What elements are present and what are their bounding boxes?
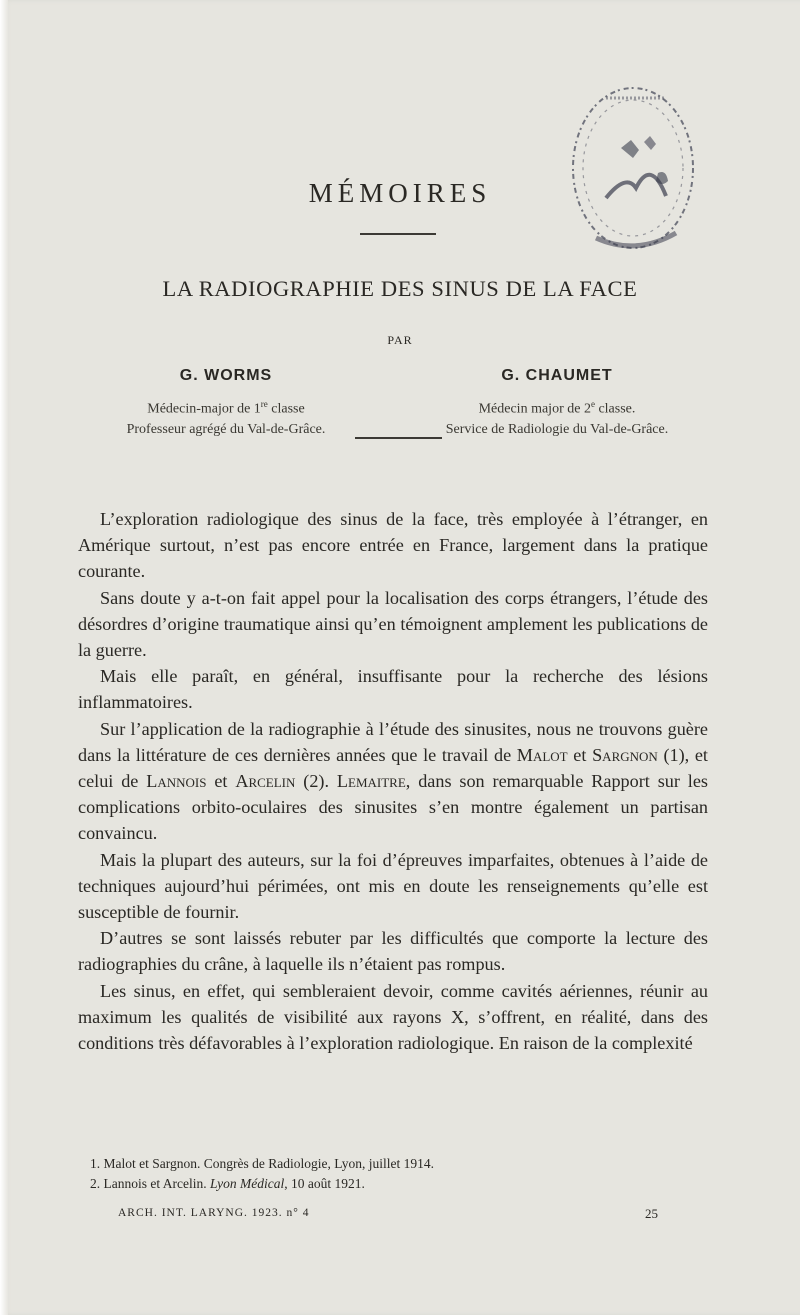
paragraph: Sur l’application de la radiographie à l’étude des sinusites, nous ne trouvons guère dans la littérature de ces dernières années que le travail de Malot et Sargnon (1), et celui de Lannois et Arcelin (2). Lemaitre, dans son remarquable Rapport sur les complications orbito-oculaires des sinusites s’en montre également un partisan convaincu. xyxy=(78,718,708,844)
author-ref: Lemaitre xyxy=(336,771,406,792)
article-body xyxy=(78,506,708,1056)
author-chaumet xyxy=(392,366,722,440)
section-heading: MÉMOIRES xyxy=(308,178,492,208)
author-ref: Arcelin xyxy=(235,771,296,792)
page-footer xyxy=(118,1207,658,1219)
author-name: G. CHAUMET xyxy=(501,367,613,384)
separator-rule xyxy=(355,437,442,439)
author-ref: Sargnon xyxy=(592,744,658,765)
author-title: Professeur agrégé du Val-de-Grâce. xyxy=(126,421,326,437)
paragraph: L’exploration radiologique des sinus de la face, très employée à l’étranger, en Amérique surtout, n’est pas encore entrée en France, largement dans la pratique courante. xyxy=(78,509,708,582)
paragraph: Les sinus, en effet, qui sembleraient devoir, comme cavités aériennes, réunir au maximum les qualités de visibilité aux rayons X, s’offrent, en réalité, dans des conditions très défavorables à l’exploration radiologique. En raison de la complexité xyxy=(78,980,708,1054)
library-stamp xyxy=(566,78,700,254)
paragraph: D’autres se sont laissés rebuter par les difficultés que comporte la lecture des radiographies du crâne, à laquelle ils n’étaient pas rompus. xyxy=(78,928,708,975)
author-name: G. WORMS xyxy=(179,367,273,384)
journal-reference: ARCH. INT. LARYNG. 1923. n° 4 xyxy=(118,1207,310,1219)
article-title: LA RADIOGRAPHIE DES SINUS DE LA FACE xyxy=(162,276,638,301)
footnotes xyxy=(90,1154,710,1194)
author-rank: Médecin-major de 1re classe xyxy=(147,399,305,417)
footnote-1: 1. Malot et Sargnon. Congrès de Radiologie, Lyon, juillet 1914. xyxy=(90,1156,434,1171)
paragraph: Mais elle paraît, en général, insuffisante pour la recherche des lésions inflammatoires. xyxy=(78,666,708,713)
author-rank: Médecin major de 2e classe. xyxy=(478,399,636,417)
page-number: 25 xyxy=(645,1206,658,1221)
author-worms xyxy=(76,366,376,440)
footnote-2: 2. Lannois et Arcelin. Lyon Médical, 10 août 1921. xyxy=(90,1176,365,1191)
heading-rule xyxy=(360,233,436,235)
paragraph: Sans doute y a-t-on fait appel pour la localisation des corps étrangers, l’étude des désordres d’origine traumatique ainsi qu’en témoignent amplement les publications de la guerre. xyxy=(78,587,708,661)
by-label: PAR xyxy=(387,333,413,347)
author-ref: Lannois xyxy=(146,771,207,792)
author-service: Service de Radiologie du Val-de-Grâce. xyxy=(445,421,669,437)
paragraph: Mais la plupart des auteurs, sur la foi d’épreuves imparfaites, obtenues à l’aide de techniques aujourd’hui périmées, ont mis en doute les renseignements qu’elle est susceptible de fournir. xyxy=(78,849,708,923)
author-ref: Malot xyxy=(516,744,568,765)
